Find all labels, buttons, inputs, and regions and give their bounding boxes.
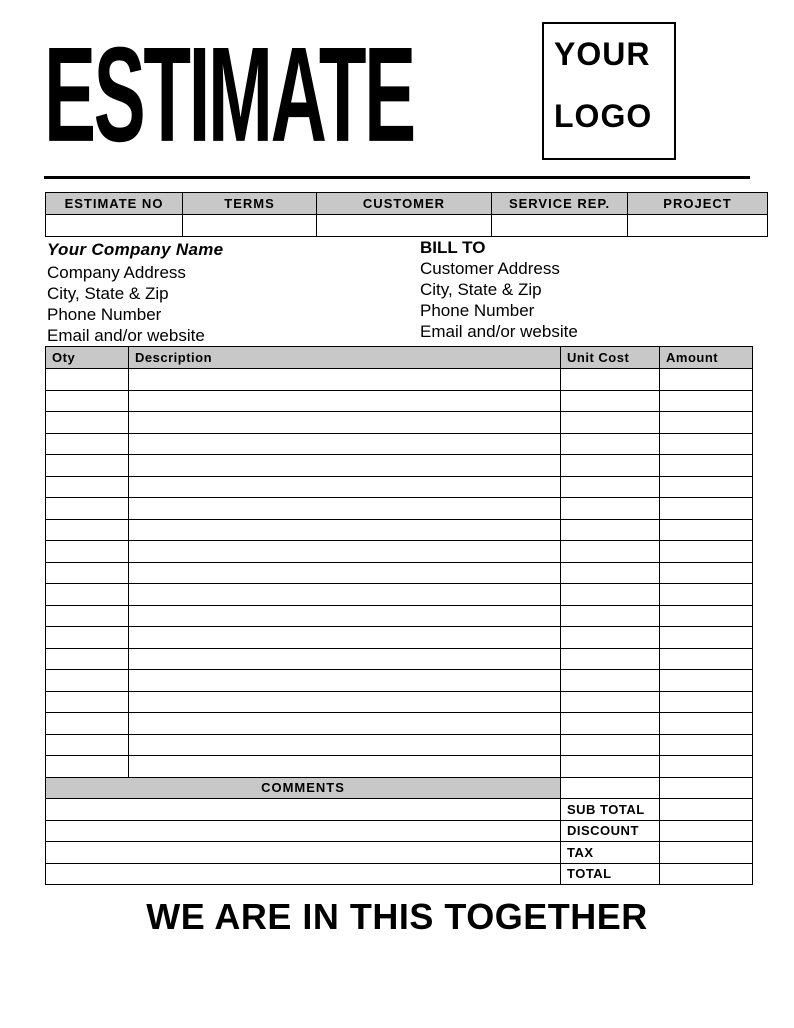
description-cell[interactable] xyxy=(129,562,561,584)
unit-cost-cell[interactable] xyxy=(561,498,660,520)
description-cell[interactable] xyxy=(129,455,561,477)
qty-cell[interactable] xyxy=(46,541,129,563)
customer-phone: Phone Number xyxy=(420,301,535,320)
tax-field[interactable] xyxy=(660,842,753,864)
qty-cell[interactable] xyxy=(46,648,129,670)
unit-cost-cell[interactable] xyxy=(561,691,660,713)
unit-cost-cell[interactable] xyxy=(561,476,660,498)
customer-city: City, State & Zip xyxy=(420,280,542,299)
company-name: Your Company Name xyxy=(47,240,224,259)
customer-email: Email and/or website xyxy=(420,322,578,341)
estimate-info-table xyxy=(45,192,768,237)
comments-label: COMMENTS xyxy=(46,777,561,799)
bill-to-info xyxy=(420,237,578,342)
amount-cell[interactable] xyxy=(660,433,753,455)
description-cell[interactable] xyxy=(129,390,561,412)
amount-cell[interactable] xyxy=(660,691,753,713)
qty-cell[interactable] xyxy=(46,562,129,584)
header-qty: Oty xyxy=(46,347,129,369)
qty-cell[interactable] xyxy=(46,627,129,649)
header-customer: CUSTOMER xyxy=(317,193,492,215)
qty-cell[interactable] xyxy=(46,369,129,391)
unit-cost-cell[interactable] xyxy=(561,455,660,477)
item-rows xyxy=(46,369,753,778)
item-row xyxy=(46,584,753,606)
qty-cell[interactable] xyxy=(46,433,129,455)
comments-line-4[interactable] xyxy=(46,863,561,885)
logo-placeholder xyxy=(542,22,676,160)
item-row xyxy=(46,734,753,756)
item-row xyxy=(46,412,753,434)
description-cell[interactable] xyxy=(129,584,561,606)
item-row xyxy=(46,369,753,391)
amount-cell[interactable] xyxy=(660,519,753,541)
description-cell[interactable] xyxy=(129,476,561,498)
line-items-table xyxy=(45,346,753,885)
totals-row-total xyxy=(46,863,753,885)
totals-row-discount xyxy=(46,820,753,842)
comments-line-1[interactable] xyxy=(46,799,561,821)
unit-cost-cell[interactable] xyxy=(561,670,660,692)
unit-cost-cell[interactable] xyxy=(561,734,660,756)
totals-row-subtotal xyxy=(46,799,753,821)
unit-cost-cell[interactable] xyxy=(561,627,660,649)
slogan: WE ARE IN THIS TOGETHER xyxy=(146,896,648,937)
qty-cell[interactable] xyxy=(46,734,129,756)
header-amount: Amount xyxy=(660,347,753,369)
sub-total-field[interactable] xyxy=(660,799,753,821)
amount-cell[interactable] xyxy=(660,476,753,498)
comments-spacer-cell xyxy=(561,777,660,799)
item-row xyxy=(46,476,753,498)
description-cell[interactable] xyxy=(129,648,561,670)
amount-cell[interactable] xyxy=(660,412,753,434)
company-email: Email and/or website xyxy=(47,326,205,345)
header-terms: TERMS xyxy=(183,193,317,215)
qty-cell[interactable] xyxy=(46,756,129,778)
item-row xyxy=(46,541,753,563)
item-row xyxy=(46,648,753,670)
item-row xyxy=(46,498,753,520)
header-service-rep: SERVICE REP. xyxy=(492,193,628,215)
unit-cost-cell[interactable] xyxy=(561,412,660,434)
amount-cell[interactable] xyxy=(660,455,753,477)
description-cell[interactable] xyxy=(129,519,561,541)
unit-cost-cell[interactable] xyxy=(561,584,660,606)
customer-address: Customer Address xyxy=(420,259,560,278)
qty-cell[interactable] xyxy=(46,476,129,498)
qty-cell[interactable] xyxy=(46,691,129,713)
items-header-row xyxy=(46,347,753,369)
unit-cost-cell[interactable] xyxy=(561,756,660,778)
estimate-no-field[interactable] xyxy=(46,215,183,237)
description-cell[interactable] xyxy=(129,627,561,649)
description-cell[interactable] xyxy=(129,433,561,455)
amount-cell[interactable] xyxy=(660,541,753,563)
bill-to-heading: BILL TO xyxy=(420,238,486,257)
discount-label: DISCOUNT xyxy=(561,820,660,842)
amount-cell[interactable] xyxy=(660,627,753,649)
qty-cell[interactable] xyxy=(46,390,129,412)
company-city: City, State & Zip xyxy=(47,284,169,303)
description-cell[interactable] xyxy=(129,369,561,391)
total-field[interactable] xyxy=(660,863,753,885)
item-row xyxy=(46,605,753,627)
header-estimate-no: ESTIMATE NO xyxy=(46,193,183,215)
item-row xyxy=(46,433,753,455)
qty-cell[interactable] xyxy=(46,605,129,627)
amount-cell[interactable] xyxy=(660,390,753,412)
comments-line-2[interactable] xyxy=(46,820,561,842)
amount-cell[interactable] xyxy=(660,670,753,692)
item-row xyxy=(46,756,753,778)
estimate-title-text: ESTIMATE xyxy=(44,19,414,171)
info-value-row xyxy=(46,215,768,237)
unit-cost-cell[interactable] xyxy=(561,713,660,735)
description-cell[interactable] xyxy=(129,756,561,778)
qty-cell[interactable] xyxy=(46,670,129,692)
description-cell[interactable] xyxy=(129,713,561,735)
item-row xyxy=(46,713,753,735)
description-cell[interactable] xyxy=(129,498,561,520)
qty-cell[interactable] xyxy=(46,498,129,520)
item-row xyxy=(46,670,753,692)
terms-field[interactable] xyxy=(183,215,317,237)
unit-cost-cell[interactable] xyxy=(561,562,660,584)
item-row xyxy=(46,562,753,584)
company-address: Company Address xyxy=(47,263,186,282)
discount-field[interactable] xyxy=(660,820,753,842)
qty-cell[interactable] xyxy=(46,713,129,735)
unit-cost-cell[interactable] xyxy=(561,605,660,627)
header-divider xyxy=(44,176,750,179)
unit-cost-cell[interactable] xyxy=(561,433,660,455)
unit-cost-cell[interactable] xyxy=(561,369,660,391)
qty-cell[interactable] xyxy=(46,519,129,541)
description-cell[interactable] xyxy=(129,412,561,434)
amount-cell[interactable] xyxy=(660,605,753,627)
unit-cost-cell[interactable] xyxy=(561,648,660,670)
qty-cell[interactable] xyxy=(46,584,129,606)
totals-row-tax xyxy=(46,842,753,864)
item-row xyxy=(46,455,753,477)
unit-cost-cell[interactable] xyxy=(561,519,660,541)
amount-cell[interactable] xyxy=(660,648,753,670)
item-row xyxy=(46,519,753,541)
sub-total-label: SUB TOTAL xyxy=(561,799,660,821)
amount-cell[interactable] xyxy=(660,562,753,584)
description-cell[interactable] xyxy=(129,691,561,713)
description-cell[interactable] xyxy=(129,734,561,756)
total-label: TOTAL xyxy=(561,863,660,885)
project-field[interactable] xyxy=(628,215,768,237)
service-rep-field[interactable] xyxy=(492,215,628,237)
logo-line-1: YOUR xyxy=(554,36,651,72)
amount-cell[interactable] xyxy=(660,734,753,756)
comments-header-row xyxy=(46,777,753,799)
unit-cost-cell[interactable] xyxy=(561,541,660,563)
amount-cell[interactable] xyxy=(660,498,753,520)
item-row xyxy=(46,627,753,649)
header-unit-cost: Unit Cost xyxy=(561,347,660,369)
comments-line-3[interactable] xyxy=(46,842,561,864)
header-description: Description xyxy=(129,347,561,369)
unit-cost-cell[interactable] xyxy=(561,390,660,412)
amount-cell[interactable] xyxy=(660,756,753,778)
info-header-row xyxy=(46,193,768,215)
customer-field[interactable] xyxy=(317,215,492,237)
amount-cell[interactable] xyxy=(660,584,753,606)
logo-line-2: LOGO xyxy=(554,98,653,134)
company-phone: Phone Number xyxy=(47,305,162,324)
qty-cell[interactable] xyxy=(46,412,129,434)
comments-spacer-amount xyxy=(660,777,753,799)
item-row xyxy=(46,390,753,412)
description-cell[interactable] xyxy=(129,670,561,692)
description-cell[interactable] xyxy=(129,541,561,563)
company-info xyxy=(47,240,223,346)
qty-cell[interactable] xyxy=(46,455,129,477)
amount-cell[interactable] xyxy=(660,369,753,391)
header-project: PROJECT xyxy=(628,193,768,215)
description-cell[interactable] xyxy=(129,605,561,627)
estimate-title xyxy=(44,19,414,171)
amount-cell[interactable] xyxy=(660,713,753,735)
tax-label: TAX xyxy=(561,842,660,864)
item-row xyxy=(46,691,753,713)
